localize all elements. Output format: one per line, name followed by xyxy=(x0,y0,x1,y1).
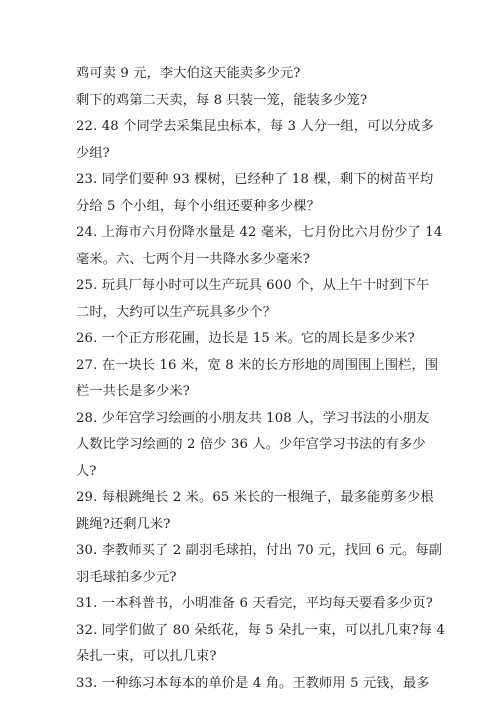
text-line: 羽毛球拍多少元? xyxy=(76,569,177,585)
text-line: 跳绳?还剩几米? xyxy=(76,516,171,532)
text-line: 栏一共长是多少米? xyxy=(76,384,190,399)
text-line: 22. 48 个同学去采集昆虫标本，每 3 人分一组，可以分成多 xyxy=(76,119,434,134)
text-line: 毫米。六、七两个月一共降水多少毫米? xyxy=(76,251,310,267)
text-line: 26. 一个正方形花圃，边长是 15 米。它的周长是多少米? xyxy=(76,331,415,346)
text-line: 24. 上海市六月份降水量是 42 毫米，七月份比六月份少了 14 xyxy=(76,225,443,240)
text-line: 鸡可卖 9 元，李大伯这天能卖多少元? xyxy=(76,66,301,81)
text-line: 28. 少年宫学习绘画的小朋友共 108 人，学习书法的小朋友 xyxy=(76,410,430,426)
text-line: 32. 同学们做了 80 朵纸花，每 5 朵扎一束，可以扎几束?每 4 xyxy=(76,622,445,638)
text-line: 剩下的鸡第二天卖，每 8 只装一笼，能装多少笼? xyxy=(76,92,368,108)
text-line: 33. 一种练习本每本的单价是 4 角。王教师用 5 元钱，最多 xyxy=(76,675,430,691)
text-line: 25. 玩具厂每小时可以生产玩具 600 个，从上午十时到下午 xyxy=(76,278,430,293)
text-line: 31. 一本科普书，小明准备 6 天看完，平均每天要看多少页? xyxy=(76,596,433,611)
text-line: 人? xyxy=(76,463,97,479)
text-line: 27. 在一块长 16 米，宽 8 米的长方形地的周围围上围栏，围 xyxy=(76,357,439,373)
text-line: 29. 每根跳绳长 2 米。65 米长的一根绳子，最多能剪多少根 xyxy=(76,490,434,505)
text-body xyxy=(76,61,445,697)
text-line: 朵扎一束，可以扎几束? xyxy=(76,649,217,664)
text-line: 23. 同学们要种 93 棵树，已经种了 18 棵，剩下的树苗平均 xyxy=(76,172,434,187)
text-line: 人数比学习绘画的 2 倍少 36 人。少年宫学习书法的有多少 xyxy=(76,437,426,452)
text-line: 少组? xyxy=(76,145,110,161)
text-line: 30. 李教师买了 2 副羽毛球拍，付出 70 元，找回 6 元。每副 xyxy=(76,543,443,558)
text-line: 分给 5 个小组，每个小组还要种多少棵？ xyxy=(76,198,320,214)
text-line: 二时，大约可以生产玩具多少个？ xyxy=(76,304,277,320)
